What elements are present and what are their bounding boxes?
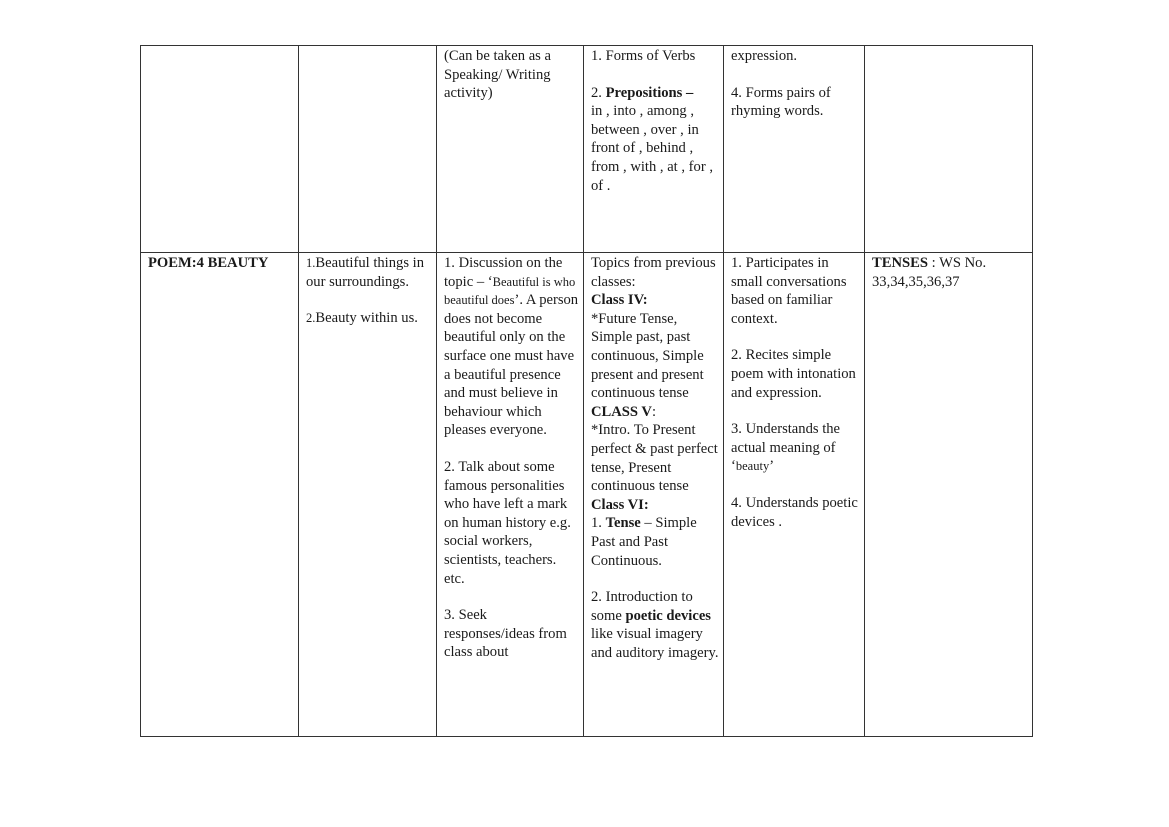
table-row <box>141 253 1033 737</box>
class-heading: Class VI: <box>591 496 649 513</box>
outcome-item: expression. <box>731 48 798 64</box>
grammar-item: 1. Forms of Verbs <box>591 48 696 64</box>
outcome-cell <box>724 253 865 737</box>
content-cell <box>299 253 437 737</box>
unit-cell <box>141 253 299 737</box>
grammar-intro: Topics from previous classes: <box>591 255 716 290</box>
grammar-cell <box>584 253 724 737</box>
activity-cell <box>437 253 584 737</box>
lesson-plan-table <box>140 45 1033 737</box>
resource-cell <box>865 253 1033 737</box>
grammar-item: 2. Introduction to some poetic devices like visual imagery and auditory imagery. <box>591 589 719 661</box>
outcome-cell <box>724 46 865 253</box>
grammar-cell <box>584 46 724 253</box>
table-row <box>141 46 1033 253</box>
activity-item: 1. Discussion on the topic – ‘Beautiful is who beautiful does’. A person does not become beautiful only on the surface one must have a beautiful presence and must believe in behaviour which pleases everyone. <box>444 255 579 439</box>
class-heading: Class IV: <box>591 292 648 309</box>
activity-item: 2. Talk about some famous personalities who have left a mark on human history e.g. social workers, scientists, teachers. etc. <box>444 458 571 587</box>
resource-cell <box>865 46 1033 253</box>
outcome-item: 1. Participates in small conversations based on familiar context. <box>731 255 847 327</box>
activity-text: (Can be taken as a Speaking/ Writing activity) <box>444 48 551 102</box>
class-topics: *Future Tense, Simple past, past continuous, Simple present and present continuous tense <box>591 310 704 402</box>
outcome-item: 4. Forms pairs of rhyming words. <box>731 84 831 120</box>
unit-cell <box>141 46 299 253</box>
class-heading: CLASS V: <box>591 403 657 420</box>
activity-item: 3. Seek responses/ideas from class about <box>444 607 567 661</box>
unit-title: POEM:4 BEAUTY <box>148 255 269 271</box>
outcome-item: 3. Understands the actual meaning of ‘beauty’ <box>731 421 841 475</box>
class-topics: *Intro. To Present perfect & past perfect tense, Present continuous tense <box>591 422 718 495</box>
activity-cell <box>437 46 584 253</box>
resource-item: TENSES : WS No. 33,34,35,36,37 <box>872 255 987 290</box>
grammar-item: 1. Tense – Simple Past and Past Continuous. <box>591 515 697 569</box>
content-item: 2.Beauty within us. <box>306 310 418 327</box>
grammar-item: 2. Prepositions – in , into , among , between , over , in front of , behind , from , with , at , for , of . <box>591 84 713 194</box>
content-item: 1.Beautiful things in our surroundings. <box>306 255 425 290</box>
content-cell <box>299 46 437 253</box>
outcome-item: 2. Recites simple poem with intonation and expression. <box>731 347 856 401</box>
outcome-item: 4. Understands poetic devices . <box>731 494 858 530</box>
